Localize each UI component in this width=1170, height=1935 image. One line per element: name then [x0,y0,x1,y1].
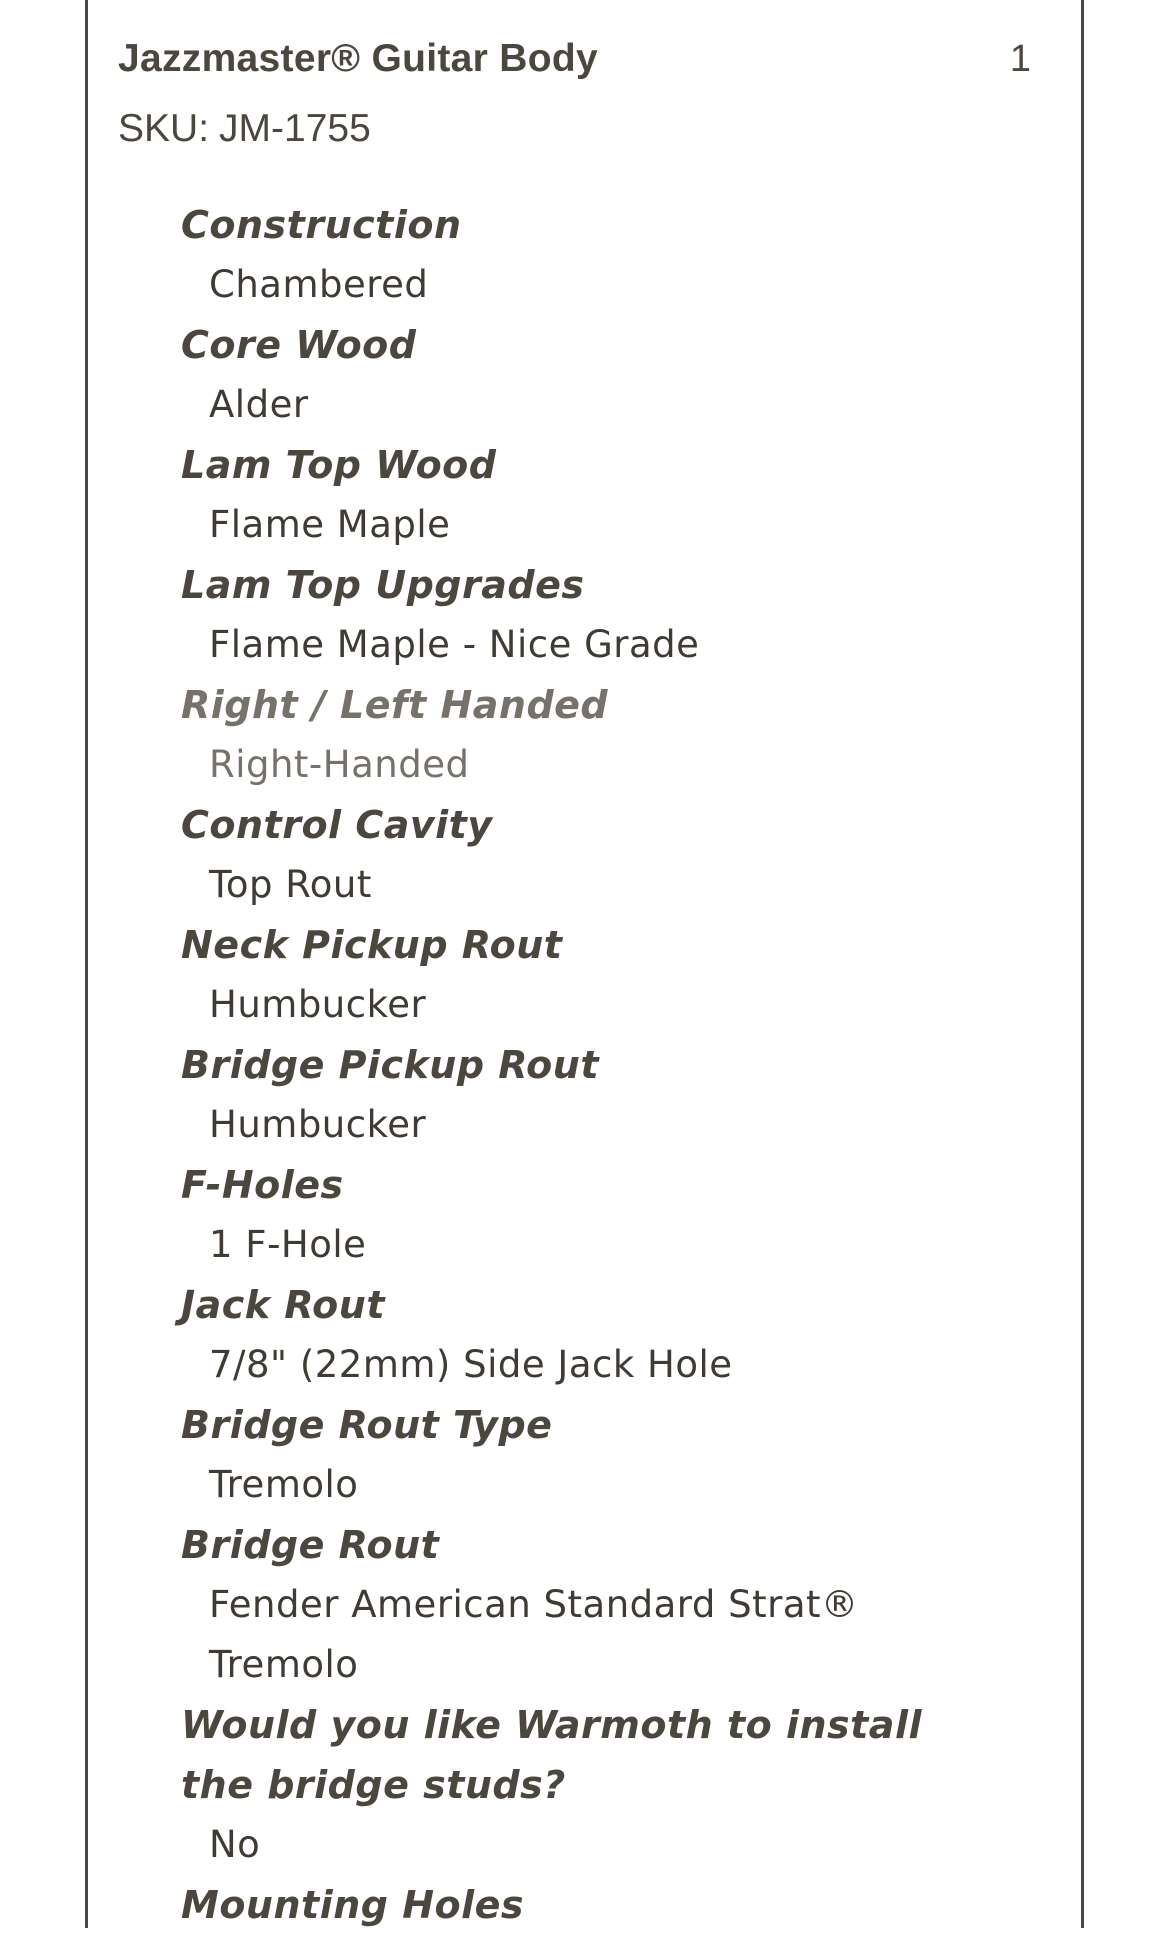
option-lam-top-wood [181,435,981,555]
option-name: Jack Rout [181,1283,385,1327]
item-sku [118,104,371,154]
sku-label: SKU: [118,107,210,150]
option-name: Control Cavity [181,803,493,847]
option-name: Right / Left Handed [181,683,609,727]
option-bridge-pickup-rout [181,1035,981,1155]
option-install-bridge-studs [181,1695,981,1875]
option-value: Top Rout [209,863,372,906]
item-title: Jazzmaster® Guitar Body [118,37,598,80]
option-value: Alder [209,383,309,426]
option-value: 1 F-Hole [209,1223,367,1266]
item-header [118,34,1031,84]
order-item-panel [85,0,1084,1928]
option-f-holes [181,1155,981,1275]
option-value: No [209,1823,261,1866]
option-handedness [181,675,981,795]
option-name: Would you like Warmoth to install the bridge studs? [181,1703,923,1807]
option-name: F-Holes [181,1163,344,1207]
sku-value: JM-1755 [219,107,371,150]
option-name: Lam Top Upgrades [181,563,585,607]
option-mounting-holes [181,1875,981,1935]
option-value: Right-Handed [209,743,470,786]
option-value: Flame Maple [209,503,451,546]
option-name: Lam Top Wood [181,443,497,487]
option-control-cavity [181,795,981,915]
option-name: Mounting Holes [181,1883,525,1927]
option-name: Construction [181,203,462,247]
option-neck-pickup-rout [181,915,981,1035]
item-options-list [181,195,981,1935]
option-value: Tremolo [209,1463,359,1506]
option-construction [181,195,981,315]
option-name: Bridge Rout Type [181,1403,553,1447]
option-value: Flame Maple - Nice Grade [209,623,700,666]
option-name: Bridge Pickup Rout [181,1043,599,1087]
option-value: Chambered [209,263,429,306]
option-value: Humbucker [209,983,427,1026]
option-value: 7/8" (22mm) Side Jack Hole [209,1343,733,1386]
option-value: Fender American Standard Strat® Tremolo [209,1583,859,1686]
option-jack-rout [181,1275,981,1395]
item-quantity: 1 [1009,38,1031,80]
option-name: Neck Pickup Rout [181,923,563,967]
option-lam-top-upgrades [181,555,981,675]
option-name: Bridge Rout [181,1523,440,1567]
option-bridge-rout-type [181,1395,981,1515]
option-value: Humbucker [209,1103,427,1146]
option-name: Core Wood [181,323,417,367]
option-bridge-rout [181,1515,981,1695]
option-core-wood [181,315,981,435]
